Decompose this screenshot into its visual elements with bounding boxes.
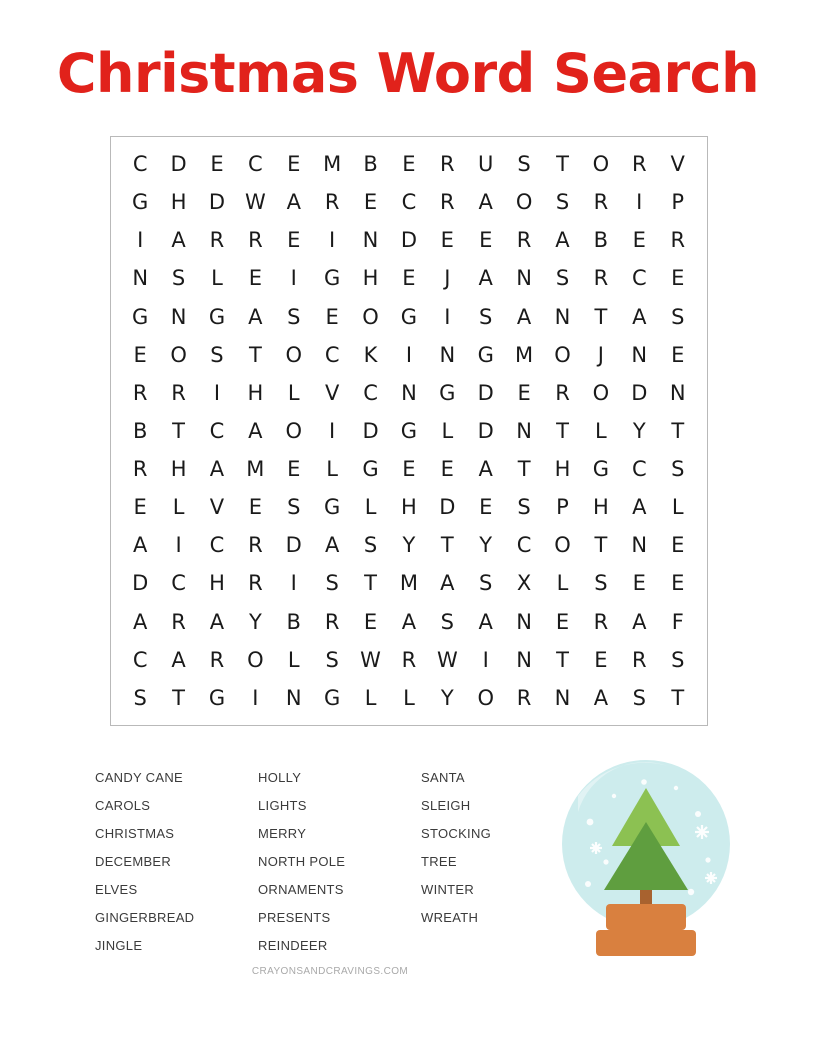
grid-cell[interactable]: A bbox=[133, 533, 148, 558]
grid-cell[interactable]: T bbox=[172, 418, 185, 443]
grid-cell[interactable]: H bbox=[247, 380, 264, 405]
grid-cell[interactable]: S bbox=[325, 647, 339, 672]
grid-cell[interactable]: R bbox=[593, 190, 609, 215]
grid-cell[interactable]: U bbox=[478, 152, 494, 177]
grid-cell[interactable]: B bbox=[363, 152, 378, 177]
grid-cell[interactable]: C bbox=[248, 152, 263, 177]
grid-cell[interactable]: D bbox=[208, 190, 226, 215]
grid-cell[interactable]: E bbox=[479, 495, 493, 520]
grid-cell[interactable]: D bbox=[132, 571, 149, 596]
grid-cell[interactable]: C bbox=[401, 190, 417, 215]
grid-cell[interactable]: K bbox=[363, 342, 378, 367]
grid-cell[interactable]: I bbox=[482, 647, 489, 672]
grid-cell[interactable]: O bbox=[554, 342, 571, 367]
grid-cell[interactable]: L bbox=[556, 571, 569, 596]
grid-cell[interactable]: J bbox=[444, 266, 451, 291]
grid-cell[interactable]: O bbox=[477, 685, 494, 710]
grid-cell[interactable]: R bbox=[132, 457, 148, 482]
grid-cell[interactable]: R bbox=[593, 266, 609, 291]
grid-cell[interactable]: A bbox=[248, 304, 263, 329]
grid-cell[interactable]: T bbox=[517, 457, 531, 482]
grid-cell[interactable]: R bbox=[209, 647, 225, 672]
grid-cell[interactable]: S bbox=[133, 685, 147, 710]
grid-cell[interactable]: A bbox=[286, 190, 301, 215]
grid-cell[interactable]: D bbox=[477, 380, 494, 405]
grid-cell[interactable]: R bbox=[209, 228, 225, 253]
grid-cell[interactable]: C bbox=[363, 380, 378, 405]
grid-cell[interactable]: O bbox=[170, 342, 187, 367]
grid-cell[interactable]: R bbox=[440, 190, 455, 215]
list-item[interactable]: MERRY bbox=[258, 826, 307, 841]
grid-cell[interactable]: S bbox=[671, 304, 685, 329]
grid-cell[interactable]: L bbox=[364, 685, 377, 710]
grid-cell[interactable]: S bbox=[287, 495, 301, 520]
grid-cell[interactable]: N bbox=[554, 304, 571, 329]
list-item[interactable]: STOCKING bbox=[421, 826, 492, 841]
grid-cell[interactable]: W bbox=[360, 647, 381, 672]
grid-cell[interactable]: A bbox=[555, 228, 570, 253]
grid-cell[interactable]: A bbox=[632, 609, 647, 634]
grid-cell[interactable]: O bbox=[285, 342, 303, 367]
grid-cell[interactable]: R bbox=[324, 609, 340, 634]
list-item[interactable]: CAROLS bbox=[95, 798, 151, 813]
grid-cell[interactable]: G bbox=[592, 457, 610, 482]
grid-cell[interactable]: S bbox=[632, 685, 646, 710]
grid-cell[interactable]: G bbox=[400, 418, 418, 443]
list-item[interactable]: WREATH bbox=[421, 910, 479, 925]
grid-cell[interactable]: X bbox=[516, 571, 532, 596]
grid-cell[interactable]: A bbox=[401, 609, 417, 634]
grid-cell[interactable]: B bbox=[593, 228, 609, 253]
grid-cell[interactable]: O bbox=[515, 190, 533, 215]
grid-cell[interactable]: G bbox=[324, 685, 341, 710]
snow-globe-icon bbox=[548, 752, 744, 967]
list-item[interactable]: ELVES bbox=[95, 882, 138, 897]
grid-cell[interactable]: T bbox=[248, 342, 262, 367]
grid-cell[interactable]: I bbox=[137, 228, 144, 253]
grid-cell[interactable]: L bbox=[287, 380, 300, 405]
letter-grid-table bbox=[121, 145, 697, 717]
grid-cell[interactable]: M bbox=[515, 342, 534, 367]
grid-cell[interactable]: E bbox=[363, 190, 378, 215]
grid-cell[interactable]: W bbox=[436, 647, 458, 672]
grid-cell[interactable]: S bbox=[363, 533, 378, 558]
list-item[interactable]: SLEIGH bbox=[421, 798, 471, 813]
grid-cell[interactable]: R bbox=[516, 685, 532, 710]
list-item[interactable]: HOLLY bbox=[258, 770, 302, 785]
grid-cell[interactable]: G bbox=[208, 304, 226, 329]
grid-cell[interactable]: E bbox=[133, 495, 147, 520]
list-item[interactable]: CANDY CANE bbox=[95, 770, 184, 785]
grid-cell[interactable]: E bbox=[248, 495, 262, 520]
grid-cell[interactable]: S bbox=[479, 571, 493, 596]
grid-cell[interactable]: L bbox=[671, 495, 684, 520]
word-search-grid bbox=[110, 136, 708, 726]
grid-cell[interactable]: T bbox=[594, 533, 608, 558]
grid-cell[interactable]: V bbox=[324, 380, 340, 405]
grid-cell[interactable]: M bbox=[399, 571, 418, 596]
word-list-column-3 bbox=[421, 770, 545, 966]
grid-cell[interactable]: N bbox=[631, 342, 648, 367]
list-item[interactable]: DECEMBER bbox=[95, 854, 172, 869]
grid-cell[interactable]: T bbox=[364, 571, 377, 596]
grid-cell[interactable]: T bbox=[172, 685, 185, 710]
grid-cell[interactable]: C bbox=[516, 533, 532, 558]
grid-cell[interactable]: N bbox=[132, 266, 149, 291]
grid-cell[interactable]: G bbox=[132, 190, 149, 215]
grid-cell[interactable]: E bbox=[210, 152, 224, 177]
list-item[interactable]: PRESENTS bbox=[258, 910, 331, 925]
grid-cell[interactable]: L bbox=[287, 647, 300, 672]
grid-cell[interactable]: N bbox=[362, 228, 379, 253]
grid-cell[interactable]: M bbox=[246, 457, 265, 482]
grid-cell[interactable]: S bbox=[555, 266, 570, 291]
grid-cell[interactable]: S bbox=[440, 609, 454, 634]
grid-cell[interactable]: E bbox=[671, 533, 685, 558]
grid-cell[interactable]: A bbox=[171, 647, 186, 672]
grid-cell[interactable]: S bbox=[671, 647, 685, 672]
table-row bbox=[121, 298, 697, 336]
grid-cell[interactable]: C bbox=[324, 342, 340, 367]
list-item[interactable]: LIGHTS bbox=[258, 798, 307, 813]
grid-cell[interactable]: N bbox=[669, 380, 686, 405]
grid-cell[interactable]: E bbox=[671, 571, 685, 596]
grid-cell[interactable]: E bbox=[287, 228, 301, 253]
grid-cell[interactable]: E bbox=[594, 647, 608, 672]
grid-cell[interactable]: E bbox=[671, 342, 685, 367]
grid-cell[interactable]: A bbox=[478, 266, 493, 291]
table-row bbox=[121, 564, 697, 602]
grid-cell[interactable]: A bbox=[632, 495, 647, 520]
grid-cell[interactable]: R bbox=[171, 380, 186, 405]
grid-cell[interactable]: R bbox=[401, 647, 417, 672]
page-title: Christmas Word Search bbox=[56, 42, 760, 105]
grid-cell[interactable]: D bbox=[477, 418, 494, 443]
grid-cell[interactable]: R bbox=[324, 190, 340, 215]
grid-cell[interactable]: T bbox=[671, 418, 685, 443]
grid-cell[interactable]: E bbox=[402, 152, 416, 177]
list-item[interactable]: REINDEER bbox=[258, 938, 328, 953]
grid-cell[interactable]: I bbox=[252, 685, 259, 710]
grid-cell[interactable]: E bbox=[517, 380, 531, 405]
grid-cell[interactable]: A bbox=[248, 418, 263, 443]
word-list bbox=[95, 770, 545, 966]
list-item[interactable]: SANTA bbox=[421, 770, 465, 785]
table-row bbox=[121, 526, 697, 564]
table-row bbox=[121, 450, 697, 488]
grid-cell[interactable]: N bbox=[285, 685, 302, 710]
grid-cell[interactable]: S bbox=[517, 495, 531, 520]
grid-cell[interactable]: R bbox=[670, 228, 686, 253]
grid-cell[interactable]: E bbox=[248, 266, 262, 291]
grid-cell[interactable]: I bbox=[444, 304, 451, 329]
table-row bbox=[121, 603, 697, 641]
grid-cell[interactable]: S bbox=[325, 571, 339, 596]
grid-cell[interactable]: O bbox=[285, 418, 303, 443]
grid-cell[interactable]: V bbox=[670, 152, 685, 177]
grid-cell[interactable]: N bbox=[516, 266, 532, 291]
grid-cell[interactable]: R bbox=[248, 571, 263, 596]
grid-cell[interactable]: E bbox=[632, 571, 646, 596]
table-row bbox=[121, 641, 697, 679]
grid-cell[interactable]: L bbox=[211, 266, 223, 291]
grid-cell[interactable]: G bbox=[208, 685, 226, 710]
grid-cell[interactable]: S bbox=[479, 304, 493, 329]
list-item[interactable]: ORNAMENTS bbox=[258, 882, 344, 897]
list-item[interactable]: GINGERBREAD bbox=[95, 910, 195, 925]
grid-cell[interactable]: Y bbox=[632, 418, 646, 443]
table-row bbox=[121, 412, 697, 450]
grid-cell[interactable]: S bbox=[210, 342, 224, 367]
grid-cell[interactable]: R bbox=[171, 609, 186, 634]
grid-cell[interactable]: A bbox=[440, 571, 455, 596]
grid-cell[interactable]: G bbox=[324, 266, 341, 291]
grid-cell[interactable]: I bbox=[290, 266, 297, 291]
grid-cell[interactable]: E bbox=[671, 266, 685, 291]
grid-cell[interactable]: F bbox=[671, 609, 684, 634]
grid-cell[interactable]: S bbox=[594, 571, 608, 596]
grid-cell[interactable]: D bbox=[285, 533, 302, 558]
grid-cell[interactable]: T bbox=[556, 418, 569, 443]
grid-cell[interactable]: G bbox=[439, 380, 456, 405]
grid-cell[interactable]: O bbox=[247, 647, 264, 672]
grid-cell[interactable]: E bbox=[479, 228, 493, 253]
grid-cell[interactable]: W bbox=[244, 190, 266, 215]
grid-cell[interactable]: D bbox=[400, 228, 418, 253]
grid-cell[interactable]: P bbox=[671, 190, 685, 215]
grid-cell[interactable]: C bbox=[171, 571, 186, 596]
grid-cell[interactable]: A bbox=[632, 304, 647, 329]
grid-cell[interactable]: E bbox=[287, 152, 301, 177]
list-item[interactable]: WINTER bbox=[421, 882, 475, 897]
grid-cell[interactable]: S bbox=[671, 457, 685, 482]
grid-cell[interactable]: N bbox=[516, 418, 532, 443]
grid-cell[interactable]: A bbox=[478, 609, 493, 634]
grid-cell[interactable]: D bbox=[362, 418, 379, 443]
grid-cell[interactable]: N bbox=[516, 609, 532, 634]
grid-cell[interactable]: A bbox=[478, 190, 493, 215]
grid-cell[interactable]: A bbox=[516, 304, 532, 329]
grid-cell[interactable]: I bbox=[329, 418, 336, 443]
grid-cell[interactable]: O bbox=[592, 380, 610, 405]
table-row bbox=[121, 679, 697, 717]
grid-cell[interactable]: Y bbox=[402, 533, 416, 558]
grid-cell[interactable]: N bbox=[401, 380, 417, 405]
grid-cell[interactable]: R bbox=[631, 647, 647, 672]
grid-cell[interactable]: L bbox=[326, 457, 338, 482]
table-row bbox=[121, 488, 697, 526]
grid-cell[interactable]: G bbox=[132, 304, 149, 329]
grid-cell[interactable]: H bbox=[554, 457, 571, 482]
grid-cell[interactable]: N bbox=[554, 685, 571, 710]
grid-cell[interactable]: S bbox=[287, 304, 301, 329]
grid-cell[interactable]: V bbox=[209, 495, 225, 520]
grid-cell[interactable]: E bbox=[632, 228, 646, 253]
grid-cell[interactable]: M bbox=[323, 152, 342, 177]
grid-cell[interactable]: E bbox=[325, 304, 339, 329]
grid-cell[interactable]: C bbox=[209, 533, 225, 558]
grid-cell[interactable]: E bbox=[402, 266, 416, 291]
grid-cell[interactable]: G bbox=[324, 495, 341, 520]
grid-cell[interactable]: O bbox=[592, 152, 610, 177]
grid-cell[interactable]: P bbox=[556, 495, 569, 520]
grid-cell[interactable]: T bbox=[556, 152, 569, 177]
grid-cell[interactable]: R bbox=[593, 609, 609, 634]
grid-cell[interactable]: R bbox=[248, 533, 263, 558]
table-row bbox=[121, 183, 697, 221]
grid-cell[interactable]: T bbox=[440, 533, 454, 558]
grid-cell[interactable]: A bbox=[593, 685, 609, 710]
grid-cell[interactable]: A bbox=[478, 457, 493, 482]
grid-cell[interactable]: E bbox=[555, 609, 570, 634]
grid-cell[interactable]: A bbox=[324, 533, 340, 558]
grid-cell[interactable]: Y bbox=[479, 533, 493, 558]
table-row bbox=[121, 145, 697, 183]
list-item[interactable]: JINGLE bbox=[95, 938, 143, 953]
grid-cell[interactable]: E bbox=[440, 457, 454, 482]
grid-cell[interactable]: I bbox=[636, 190, 643, 215]
grid-cell[interactable]: T bbox=[671, 685, 685, 710]
grid-cell[interactable]: G bbox=[362, 457, 379, 482]
grid-cell[interactable]: E bbox=[440, 228, 454, 253]
grid-cell[interactable]: N bbox=[439, 342, 456, 367]
grid-cell[interactable]: L bbox=[441, 418, 454, 443]
grid-cell[interactable]: E bbox=[133, 342, 147, 367]
grid-cell[interactable]: R bbox=[516, 228, 532, 253]
grid-cell[interactable]: I bbox=[175, 533, 182, 558]
grid-cell[interactable]: H bbox=[209, 571, 225, 596]
grid-cell[interactable]: C bbox=[209, 418, 225, 443]
grid-cell[interactable]: B bbox=[286, 609, 301, 634]
grid-cell[interactable]: N bbox=[170, 304, 187, 329]
grid-cell[interactable]: L bbox=[172, 495, 185, 520]
grid-cell[interactable]: S bbox=[555, 190, 570, 215]
grid-cell[interactable]: R bbox=[440, 152, 455, 177]
grid-cell[interactable]: I bbox=[405, 342, 413, 367]
grid-cell[interactable]: H bbox=[401, 495, 417, 520]
grid-cell[interactable]: Y bbox=[248, 609, 262, 634]
grid-cell[interactable]: E bbox=[363, 609, 378, 634]
letter-grid-body bbox=[121, 145, 697, 717]
word-list-column-1 bbox=[95, 770, 258, 966]
grid-cell[interactable]: C bbox=[631, 266, 647, 291]
grid-cell[interactable]: A bbox=[209, 609, 225, 634]
grid-cell[interactable]: A bbox=[171, 228, 186, 253]
list-item[interactable]: TREE bbox=[421, 854, 457, 869]
list-item[interactable]: NORTH POLE bbox=[258, 854, 346, 869]
grid-cell[interactable]: R bbox=[248, 228, 263, 253]
grid-cell[interactable]: Y bbox=[440, 685, 454, 710]
grid-cell[interactable]: G bbox=[477, 342, 494, 367]
grid-cell[interactable]: L bbox=[364, 495, 377, 520]
grid-cell[interactable]: H bbox=[170, 457, 187, 482]
grid-cell[interactable]: E bbox=[287, 457, 301, 482]
table-row bbox=[121, 336, 697, 374]
grid-cell[interactable]: I bbox=[213, 380, 221, 405]
grid-cell[interactable]: E bbox=[402, 457, 416, 482]
grid-cell[interactable]: R bbox=[132, 380, 148, 405]
grid-cell[interactable]: S bbox=[517, 152, 531, 177]
grid-cell[interactable]: R bbox=[555, 380, 570, 405]
grid-cell[interactable]: S bbox=[171, 266, 186, 291]
grid-cell[interactable]: B bbox=[132, 418, 148, 443]
grid-cell[interactable]: D bbox=[631, 380, 648, 405]
grid-cell[interactable]: A bbox=[209, 457, 225, 482]
grid-cell[interactable]: H bbox=[362, 266, 379, 291]
grid-cell[interactable]: A bbox=[133, 609, 148, 634]
grid-cell[interactable]: J bbox=[597, 342, 604, 367]
table-row bbox=[121, 259, 697, 297]
grid-cell[interactable]: H bbox=[170, 190, 187, 215]
grid-cell[interactable]: T bbox=[594, 304, 608, 329]
grid-cell[interactable]: O bbox=[362, 304, 379, 329]
table-row bbox=[121, 374, 697, 412]
grid-cell[interactable]: I bbox=[329, 228, 336, 253]
grid-cell[interactable]: L bbox=[595, 418, 607, 443]
grid-cell[interactable]: D bbox=[170, 152, 187, 177]
site-credit: CRAYONSANDCRAVINGS.COM bbox=[251, 966, 409, 977]
grid-cell[interactable]: R bbox=[631, 152, 647, 177]
table-row bbox=[121, 221, 697, 259]
grid-cell[interactable]: C bbox=[631, 457, 647, 482]
word-list-column-2 bbox=[258, 770, 421, 966]
grid-cell[interactable]: G bbox=[400, 304, 418, 329]
grid-cell[interactable]: O bbox=[554, 533, 571, 558]
grid-cell[interactable]: N bbox=[631, 533, 648, 558]
grid-cell[interactable]: D bbox=[439, 495, 456, 520]
grid-cell[interactable]: I bbox=[290, 571, 297, 596]
grid-cell[interactable]: C bbox=[132, 647, 148, 672]
grid-cell[interactable]: N bbox=[516, 647, 532, 672]
grid-cell[interactable]: T bbox=[556, 647, 569, 672]
grid-cell[interactable]: H bbox=[592, 495, 609, 520]
list-item[interactable]: CHRISTMAS bbox=[95, 826, 175, 841]
grid-cell[interactable]: C bbox=[132, 152, 148, 177]
grid-cell[interactable]: L bbox=[403, 685, 415, 710]
